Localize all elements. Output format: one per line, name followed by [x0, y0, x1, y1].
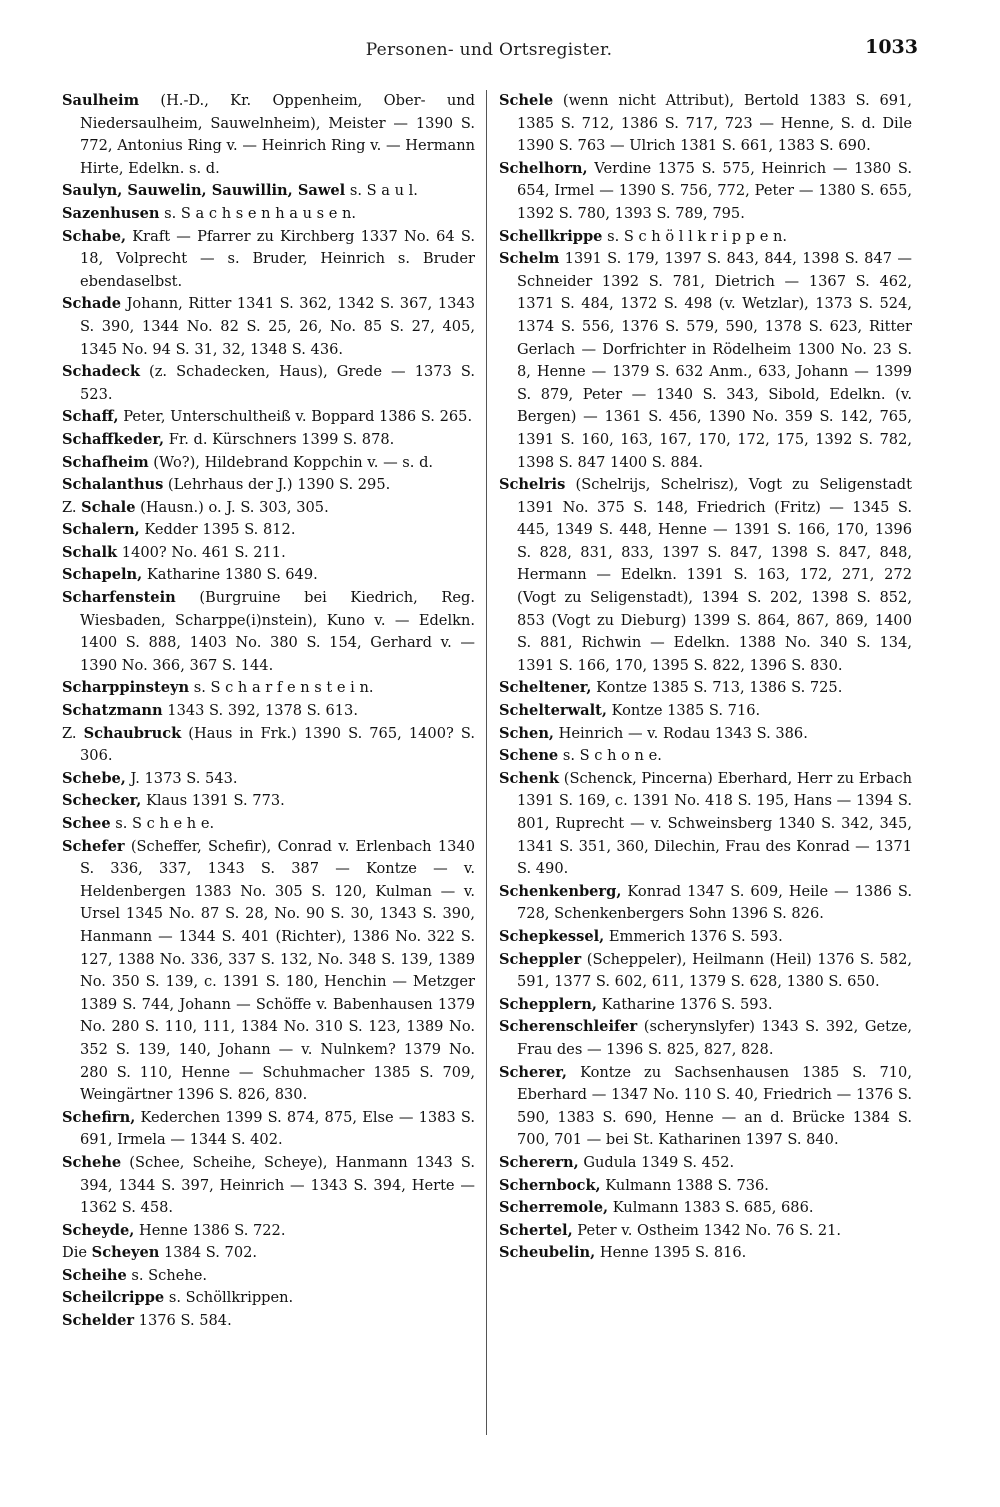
entry-headword: Schapeln,	[62, 566, 143, 584]
index-entry	[499, 949, 912, 994]
entry-headword: Schen,	[499, 724, 555, 742]
index-entry	[62, 452, 475, 475]
entry-text: 1343 S. 392, 1378 S. 613.	[162, 702, 358, 720]
index-entry	[499, 1175, 912, 1198]
index-entry	[499, 723, 912, 746]
index-entry	[499, 745, 912, 768]
entry-text: Verdine 1375 S. 575, Heinrich — 1380 S. 654, Irmel — 1390 S. 756, 772, Peter — 1380 S. 655, 1392 S. 780, 1393 S. 789, 795.	[517, 159, 912, 222]
entry-headword: Schertel,	[499, 1221, 573, 1239]
index-entry	[499, 1197, 912, 1220]
entry-headword: Scherern,	[499, 1153, 579, 1171]
entry-headword: Schepplern,	[499, 995, 597, 1013]
entry-text: Kontze 1385 S. 716.	[606, 702, 761, 720]
entry-headword: Scherremole,	[499, 1199, 609, 1217]
entry-prefix: Z.	[62, 724, 84, 742]
entry-text: (Scheffer, Schefir), Conrad v. Erlenbach 1340 S. 336, 337, 1343 S. 387 — Kontze — v. Heldenbergen 1383 No. 305 S. 120, Kulman — v. Ursel 1345 No. 87 S. 28, No. 90 S. 30, 1343 S. 390, Hanmann — 1344 S. 401 (Richter), 1386 No. 322 S. 127, 1388 No. 336, 337 S. 132, No. 348 S. 139, 1389 No. 350 S. 139, c. 1391 S. 180, Henchin — Metzger 1389 S. 744, Johann — Schöffe v. Babenhausen 1379 No. 280 S. 110, 111, 1384 No. 310 S. 123, 1389 No. 352 S. 139, 140, Johann — v. Nulnkem? 1379 No. 280 S. 110, Henne — Schuhmacher 1385 S. 709, Weingärtner 1396 S. 826, 830.	[80, 837, 475, 1104]
index-entry	[62, 429, 475, 452]
entry-text: Klaus 1391 S. 773.	[141, 792, 285, 810]
index-entry	[499, 226, 912, 249]
index-entry	[62, 587, 475, 677]
entry-headword: Schene	[499, 747, 559, 765]
entry-headword: Schepkessel,	[499, 927, 605, 945]
entry-text: Gudula 1349 S. 452.	[578, 1153, 735, 1171]
entry-headword: Scherer,	[499, 1063, 568, 1081]
entry-headword: Scheilcrippe	[62, 1289, 165, 1307]
entry-headword: Schelterwalt,	[499, 702, 607, 720]
entry-headword: Schafheim	[62, 453, 149, 471]
entry-headword: Schelm	[499, 250, 560, 268]
index-entry	[499, 768, 912, 881]
entry-text: s. S c h a r f e n s t e i n.	[189, 679, 374, 697]
entry-headword: Saulheim	[62, 92, 140, 109]
entry-text: Kontze zu Sachsenhausen 1385 S. 710, Eberhard — 1347 No. 110 S. 40, Friedrich — 1376 S. 590, 1383 S. 690, Henne — an d. Brücke 1384 S. 700, 701 — bei St. Katharinen 1397 S. 840.	[517, 1063, 912, 1149]
index-entry	[62, 790, 475, 813]
entry-headword: Schelhorn,	[499, 159, 588, 177]
index-entry	[62, 542, 475, 565]
entry-text: Peter, Unterschultheiß v. Boppard 1386 S. 265.	[118, 408, 473, 426]
entry-headword: Schele	[499, 92, 554, 109]
index-entry	[62, 677, 475, 700]
entry-headword: Schefer	[62, 837, 125, 855]
entry-text: s. Schehe.	[126, 1266, 208, 1284]
entry-headword: Schellkrippe	[499, 227, 603, 245]
entry-text: (z. Schadecken, Haus), Grede — 1373 S. 523.	[80, 363, 475, 403]
index-entry	[62, 361, 475, 406]
index-entry	[62, 1265, 475, 1288]
index-entry	[62, 813, 475, 836]
entry-text: s. S a c h s e n h a u s e n.	[159, 204, 357, 222]
entry-text: (Wo?), Hildebrand Koppchin v. — s. d.	[148, 453, 434, 471]
index-entry	[499, 881, 912, 926]
index-entry	[499, 1016, 912, 1061]
entry-headword: Scheltener,	[499, 679, 592, 697]
entry-text: 1400? No. 461 S. 211.	[117, 543, 286, 561]
entry-headword: Schelder	[62, 1312, 135, 1330]
index-entry	[62, 1107, 475, 1152]
entry-text: Kedder 1395 S. 812.	[139, 521, 296, 539]
entry-text: (Schenck, Pincerna) Eberhard, Herr zu Erbach 1391 S. 169, c. 1391 No. 418 S. 195, Hans — 1394 S. 801, Ruprecht — v. Schweinsberg 1340 S. 342, 345, 1341 S. 351, 360, Dilechin, Frau des Konrad — 1371 S. 490.	[517, 769, 912, 878]
index-entry	[62, 180, 475, 203]
entry-headword: Schecker,	[62, 792, 142, 810]
index-entry	[62, 768, 475, 791]
entry-headword: Scherenschleifer	[499, 1018, 638, 1036]
entry-headword: Schalanthus	[62, 476, 164, 494]
entry-headword: Schabe,	[62, 227, 127, 245]
entry-prefix: Die	[62, 1244, 92, 1262]
entry-headword: Schatzmann	[62, 702, 163, 720]
index-entry	[62, 406, 475, 429]
index-entry	[62, 1310, 475, 1333]
index-entry	[62, 203, 475, 226]
index-entry	[499, 926, 912, 949]
entry-headword: Schaffkeder,	[62, 430, 165, 448]
entry-headword: Scheihe	[62, 1266, 127, 1284]
entry-text: (Schee, Scheihe, Scheye), Hanmann 1343 S. 394, 1344 S. 397, Heinrich — 1343 S. 394, Herte — 1362 S. 458.	[80, 1153, 475, 1217]
entry-text: (Schelrijs, Schelrisz), Vogt zu Seligenstadt 1391 No. 375 S. 148, Friedrich (Fritz) — 1345 S. 445, 1349 S. 448, Henne — 1391 S. 166, 170, 1396 S. 828, 831, 833, 1397 S. 847, 1398 S. 847, 848, Hermann — Edelkn. 1391 S. 163, 172, 271, 272 (Vogt zu Seligenstadt), 1394 S. 202, 1398 S. 852, 853 (Vogt zu Dieburg) 1399 S. 864, 867, 869, 1400 S. 881, Richwin — Edelkn. 1388 No. 340 S. 134, 1391 S. 166, 170, 1395 S. 822, 1396 S. 830.	[517, 476, 912, 674]
page-number: 1033	[865, 36, 918, 58]
index-entry	[499, 248, 912, 474]
entry-text: Kontze 1385 S. 713, 1386 S. 725.	[591, 679, 843, 697]
index-entry	[62, 293, 475, 361]
index-entry	[499, 1152, 912, 1175]
index-entry	[499, 1242, 912, 1265]
entry-text: s. S c h ö l l k r i p p e n.	[602, 227, 788, 245]
entry-headword: Schade	[62, 295, 121, 313]
entry-text: Henne 1386 S. 722.	[134, 1221, 286, 1239]
entry-headword: Scheyen	[91, 1244, 160, 1262]
entry-text: (H.-D., Kr. Oppenheim, Ober- und Niedersaulheim, Sauwelnheim), Meister — 1390 S. 772, Antonius Ring v. — Heinrich Ring v. — Hermann Hirte, Edelkn. s. d.	[80, 92, 475, 177]
entry-text: s. S c h e h e.	[110, 815, 215, 832]
entry-headword: Schee	[62, 815, 111, 832]
index-entry	[62, 497, 475, 520]
entry-text: Katharine 1380 S. 649.	[142, 566, 318, 584]
entry-text: Kulmann 1388 S. 736.	[600, 1176, 769, 1194]
entry-headword: Schale	[81, 498, 136, 516]
entry-text: Kraft — Pfarrer zu Kirchberg 1337 No. 64 S. 18, Volprecht — s. Bruder, Heinrich s. Bruder ebendaselbst.	[80, 227, 475, 290]
entry-text: Konrad 1347 S. 609, Heile — 1386 S. 728, Schenkenbergers Sohn 1396 S. 826.	[517, 882, 912, 923]
entry-headword: Sazenhusen	[62, 204, 160, 222]
entry-headword: Schebe,	[62, 769, 126, 787]
entry-text: Emmerich 1376 S. 593.	[604, 927, 783, 945]
entry-headword: Schehe	[62, 1153, 122, 1171]
index-entry	[62, 723, 475, 768]
index-entry	[62, 1152, 475, 1220]
index-entry	[499, 1062, 912, 1152]
entry-text: Heinrich — v. Rodau 1343 S. 386.	[554, 724, 808, 742]
entry-headword: Schelris	[499, 476, 566, 494]
entry-text: (scherynslyfer) 1343 S. 392, Getze, Frau des — 1396 S. 825, 827, 828.	[517, 1018, 912, 1058]
left-index-column	[62, 90, 475, 1333]
entry-headword: Saulyn, Sauwelin, Sauwillin, Sawel	[62, 182, 346, 200]
index-entry	[62, 90, 475, 180]
entry-text: (Burgruine bei Kiedrich, Reg. Wiesbaden, Scharppe(i)nstein), Kuno v. — Edelkn. 1400 S. 888, 1403 No. 380 S. 154, Gerhard v. — 1390 No. 366, 367 S. 144.	[80, 589, 475, 674]
running-title: Personen- und Ortsregister.	[365, 40, 613, 60]
index-entry	[499, 158, 912, 226]
entry-text: Fr. d. Kürschners 1399 S. 878.	[164, 430, 395, 448]
entry-text: (Haus in Frk.) 1390 S. 765, 1400? S. 306.	[80, 724, 475, 765]
index-entry	[62, 1242, 475, 1265]
entry-text: 1384 S. 702.	[159, 1244, 258, 1262]
index-entry	[62, 226, 475, 294]
entry-text: (Lehrhaus der J.) 1390 S. 295.	[163, 476, 391, 494]
entry-text: (Scheppeler), Heilmann (Heil) 1376 S. 582, 591, 1377 S. 602, 611, 1379 S. 628, 1380 S. 650.	[517, 950, 912, 991]
index-entry	[499, 700, 912, 723]
page-header	[60, 36, 918, 66]
right-index-column	[499, 90, 912, 1265]
entry-text: s. S a u l.	[345, 182, 418, 200]
entry-headword: Scharppinsteyn	[62, 679, 190, 697]
index-entry	[62, 474, 475, 497]
index-entry	[499, 90, 912, 158]
entry-text: 1376 S. 584.	[134, 1312, 232, 1330]
entry-headword: Schadeck	[62, 363, 140, 381]
entry-headword: Schernbock,	[499, 1176, 601, 1194]
entry-headword: Schalk	[62, 543, 118, 561]
entry-text: Kederchen 1399 S. 874, 875, Else — 1383 S. 691, Irmela — 1344 S. 402.	[80, 1108, 475, 1149]
entry-text: Henne 1395 S. 816.	[595, 1244, 747, 1262]
entry-text: s. S c h o n e.	[558, 747, 662, 765]
index-entry	[62, 700, 475, 723]
entry-headword: Scheyde,	[62, 1221, 135, 1239]
entry-headword: Schefirn,	[62, 1108, 136, 1126]
entry-headword: Schenkenberg,	[499, 882, 622, 900]
entry-headword: Scheppler	[499, 950, 582, 968]
column-divider	[486, 90, 487, 1435]
entry-text: Johann, Ritter 1341 S. 362, 1342 S. 367, 1343 S. 390, 1344 No. 82 S. 25, 26, No. 85 S. 27, 405, 1345 No. 94 S. 31, 32, 1348 S. 436.	[80, 295, 475, 358]
index-entry	[62, 836, 475, 1107]
entry-headword: Scharfenstein	[62, 589, 176, 607]
index-entry	[499, 677, 912, 700]
entry-text: (Hausn.) o. J. S. 303, 305.	[135, 498, 329, 516]
entry-text: J. 1373 S. 543.	[125, 769, 238, 787]
entry-text: s. Schöllkrippen.	[164, 1289, 294, 1307]
index-entry	[62, 519, 475, 542]
entry-headword: Schaff,	[62, 408, 119, 426]
entry-text: (wenn nicht Attribut), Bertold 1383 S. 691, 1385 S. 712, 1386 S. 717, 723 — Henne, S. d. Dile 1390 S. 763 — Ulrich 1381 S. 661, 1383 S. 690.	[517, 92, 912, 155]
entry-text: Kulmann 1383 S. 685, 686.	[608, 1199, 814, 1217]
index-entry	[499, 474, 912, 677]
entry-prefix: Z.	[62, 498, 82, 516]
index-entry	[499, 994, 912, 1017]
index-entry	[62, 564, 475, 587]
index-entry	[499, 1220, 912, 1243]
index-entry	[62, 1220, 475, 1243]
entry-headword: Scheubelin,	[499, 1244, 596, 1262]
entry-headword: Schaubruck	[83, 724, 182, 742]
entry-headword: Schenk	[499, 769, 560, 787]
entry-headword: Schalern,	[62, 521, 140, 539]
entry-text: 1391 S. 179, 1397 S. 843, 844, 1398 S. 847 — Schneider 1392 S. 781, Dietrich — 1367 S. 462, 1371 S. 484, 1372 S. 498 (v. Wetzlar), 1373 S. 524, 1374 S. 556, 1376 S. 579, 590, 1378 S. 623, Ritter Gerlach — Dorfrichter in Rödelheim 1300 No. 23 S. 8, Henne — 1379 S. 632 Anm., 633, Johann — 1399 S. 879, Peter — 1340 S. 343, Sibold, Edelkn. (v. Bergen) — 1361 S. 456, 1390 No. 359 S. 142, 765, 1391 S. 160, 163, 167, 170, 172, 175, 1392 S. 782, 1398 S. 847 1400 S. 884.	[517, 250, 912, 471]
entry-text: Peter v. Ostheim 1342 No. 76 S. 21.	[572, 1221, 842, 1239]
index-entry	[62, 1287, 475, 1310]
entry-text: Katharine 1376 S. 593.	[596, 995, 773, 1013]
